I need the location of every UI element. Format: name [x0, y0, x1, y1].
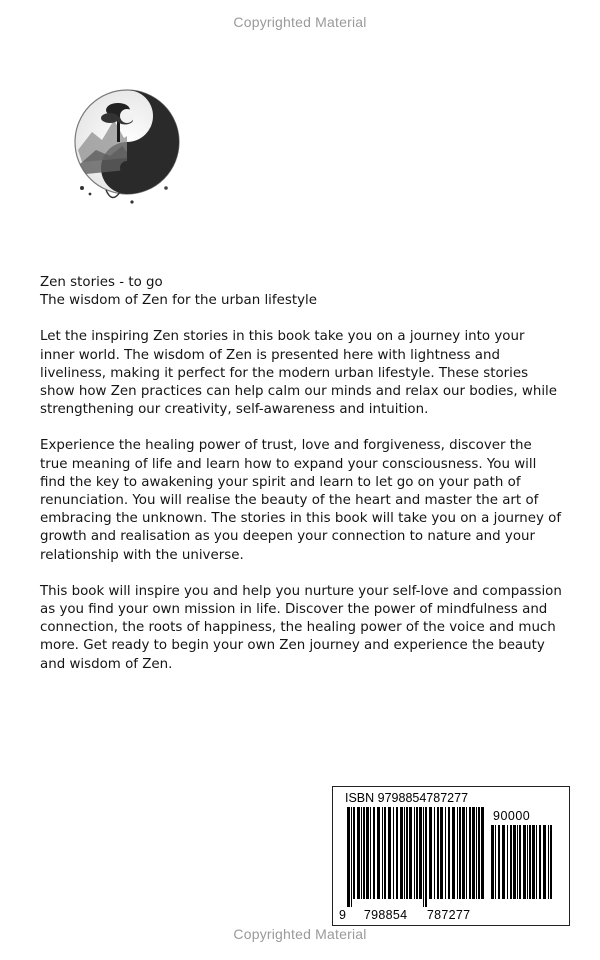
barcode-bar: [388, 807, 391, 899]
barcode-bar: [495, 825, 496, 899]
barcode-bar: [548, 825, 549, 899]
barcode-bar: [404, 807, 405, 899]
barcode-bar: [498, 825, 500, 899]
barcode-bar: [406, 807, 408, 899]
barcode-bar: [419, 807, 422, 899]
barcode-bar: [370, 807, 371, 899]
barcode-bar: [351, 807, 352, 907]
watermark-bottom: Copyrighted Material: [233, 926, 367, 942]
barcode-bar: [357, 807, 360, 899]
barcode-bar: [425, 807, 427, 907]
barcode-bar: [532, 825, 535, 899]
description-paragraph-1: Let the inspiring Zen stories in this book take you on a journey into your inner world. The wisdom of Zen is presented here with lightness and liveliness, making it perfect for the modern urban lifestyle. These stories show how Zen practices can help calm our minds and relax our bodies, while strengthening our creativity, self-awareness and intuition.: [40, 329, 558, 418]
barcode-bar: [519, 825, 521, 899]
barcode-bar: [491, 825, 494, 899]
barcode-bar: [347, 807, 350, 907]
barcode-bar: [469, 807, 471, 899]
barcode-bar: [400, 807, 403, 899]
barcode-bar: [445, 807, 446, 899]
barcode-bar: [550, 825, 552, 899]
barcode-bar: [543, 825, 546, 899]
barcode-bar: [539, 825, 541, 899]
barcode-bar: [523, 825, 526, 899]
barcode-bar: [462, 807, 465, 899]
book-title: Zen stories - to go: [40, 275, 163, 290]
barcode-bar: [513, 825, 516, 899]
barcode-bar: [396, 807, 398, 899]
barcode-bar: [466, 807, 467, 899]
barcode-bar: [429, 807, 432, 899]
barcode-bar: [363, 807, 365, 899]
yin-yang-landscape-icon: [62, 80, 192, 210]
barcode-bar: [423, 807, 424, 907]
barcode-bar: [472, 807, 475, 899]
barcode-bar: [448, 807, 450, 899]
isbn-barcode-block: [332, 786, 570, 926]
barcode-digit-first: 9: [339, 908, 347, 922]
description-paragraph-2: Experience the healing power of trust, love and forgiveness, discover the true meaning of life and learn how to expand your consciousness. You will find the key to awakening your spirit and learn to let go on your path of renunciation. You will realise the beauty of the heart and master the art of embracing the unknown. The stories in this book will take you on a journey of growth and realisation as you deepen your connection to nature and your relationship with the universe.: [40, 438, 562, 563]
barcode-bar: [434, 807, 435, 899]
barcode-bar: [366, 807, 369, 899]
barcode-bar: [361, 807, 362, 899]
barcode-bar: [452, 807, 455, 899]
barcode-bar: [416, 807, 418, 899]
barcode-digit-group-1: 798854: [363, 908, 408, 922]
book-subtitle: The wisdom of Zen for the urban lifestyle: [40, 293, 317, 309]
watermark-top: Copyrighted Material: [233, 14, 367, 30]
barcode-digit-group-2: 787277: [426, 908, 471, 922]
barcode-bar: [353, 807, 355, 899]
barcode-bar: [459, 807, 461, 899]
barcode-bar: [457, 807, 458, 899]
barcode-bar: [384, 807, 386, 899]
barcode-bar: [517, 825, 518, 899]
barcode-bar: [382, 807, 383, 899]
barcode-digits: [339, 908, 489, 922]
barcode-bar: [527, 825, 528, 899]
barcode-bar: [373, 807, 375, 899]
barcode-bar: [437, 807, 439, 899]
barcode-bar: [409, 807, 412, 899]
description-paragraph-3: This book will inspire you and help you nurture your self-love and compassion as you find your own mission in life. Discover the power of mindfulness and connection, the roots of happiness, the healing power of the voice and much more. Get ready to begin your own Zen journey and experience the beauty and wisdom of Zen.: [40, 583, 562, 672]
barcode-bar: [510, 825, 512, 899]
barcode-bar: [481, 807, 484, 899]
barcode-bar: [414, 807, 415, 899]
barcode-bar: [507, 825, 508, 899]
barcode-bar: [377, 807, 380, 899]
barcode-bar: [478, 807, 480, 899]
isbn-label: ISBN 9798854787277: [345, 791, 469, 805]
barcode-bar: [502, 825, 505, 899]
back-cover-text: [40, 274, 562, 674]
barcode-bar: [529, 825, 531, 899]
barcode-bar: [536, 825, 537, 899]
price-code: 90000: [493, 809, 531, 823]
barcode-bars: [347, 807, 487, 907]
price-addon-bars: [491, 825, 555, 907]
barcode-bar: [440, 807, 443, 899]
barcode-bar: [476, 807, 477, 899]
barcode-bar: [393, 807, 394, 899]
